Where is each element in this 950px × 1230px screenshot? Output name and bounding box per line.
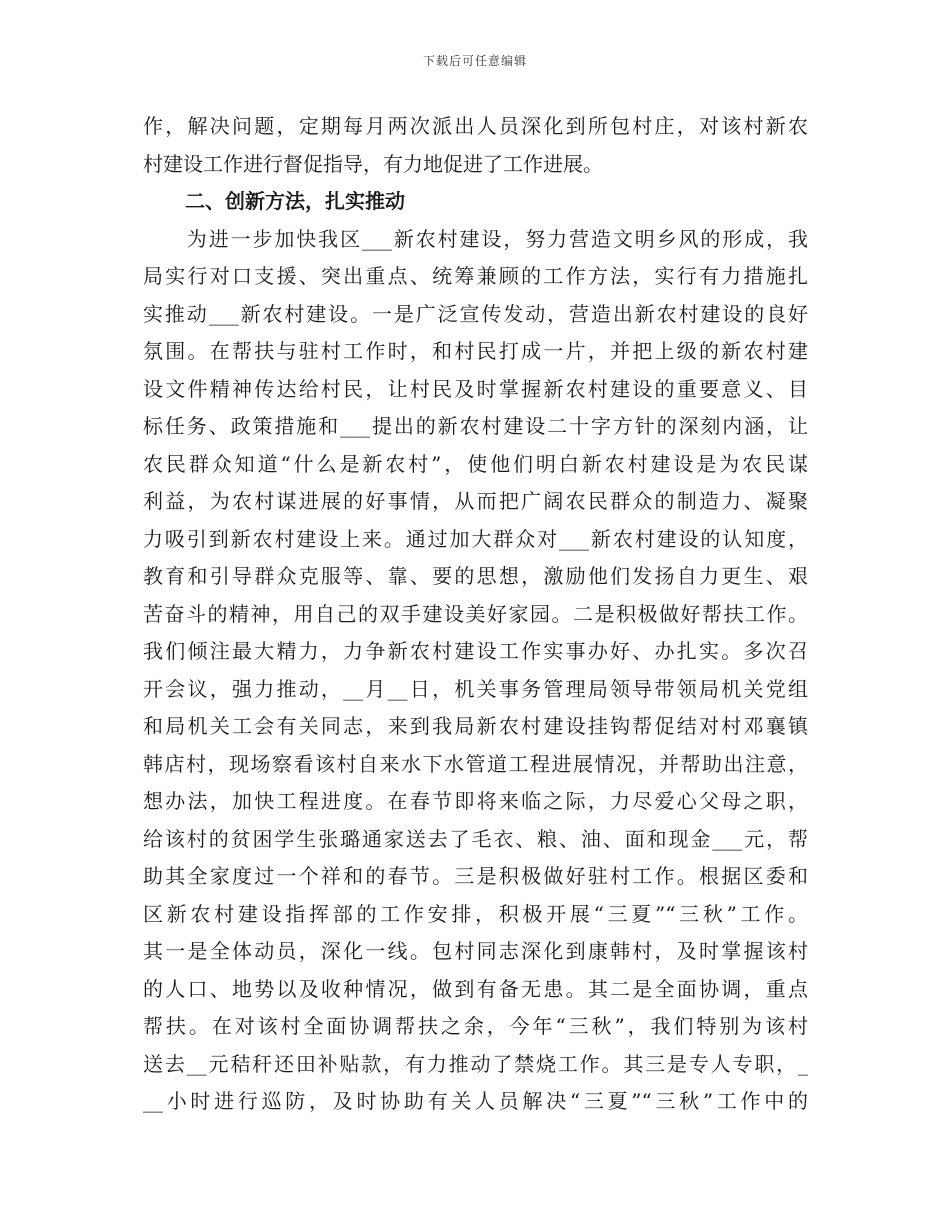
text-line: 的人口、地势以及收种情况，做到有备无患。其二是全面协调，重点 [143,976,808,1001]
text-line: 助其全家度过一个祥和的春节。三是积极做好驻村工作。根据区委和 [143,864,808,888]
text-line: 给该村的贫困学生张璐通家送去了毛衣、粮、油、面和现金___元，帮 [143,826,808,851]
text-line: 想办法，加快工程进度。在春节即将来临之际，力尽爱心父母之职， [143,789,808,813]
text-line: 送去__元秸秆还田补贴款，有力推动了禁烧工作。其三是专人专职，_ [143,1051,808,1076]
text-line: 我们倾注最大精力，力争新农村建设工作实事办好、办扎实。多次召 [143,639,808,663]
text-line: __小时进行巡防，及时协助有关人员解决“三夏”“三秋”工作中的 [143,1089,808,1113]
text-line: 村建设工作进行督促指导，有力地促进了工作进展。 [143,151,603,176]
text-line: 实推动___新农村建设。一是广泛宣传发动，营造出新农村建设的良好 [143,301,808,326]
text-line: 利益，为农村谋进展的好事情，从而把广阔农民群众的制造力、凝聚 [143,489,808,513]
page-header: 下载后可任意编辑 [422,54,527,68]
text-line: 设文件精神传达给村民，让村民及时掌握新农村建设的重要意义、目 [143,376,808,401]
text-line: 韩店村，现场察看该村自来水下水管道工程进展情况，并帮助出注意， [143,751,808,776]
text-line: 为进一步加快我区___新农村建设，努力营造文明乡风的形成，我 [143,226,808,251]
text-line: 帮扶。在对该村全面协调帮扶之余，今年“三秋”，我们特别为该村 [143,1014,808,1038]
text-line: 开会议，强力推动，__月__日，机关事务管理局领导带领局机关党组 [143,676,808,701]
section-heading: 二、创新方法，扎实推动 [185,189,405,213]
text-line: 氛围。在帮扶与驻村工作时，和村民打成一片，并把上级的新农村建 [143,339,808,363]
text-line: 力吸引到新农村建设上来。通过加大群众对___新农村建设的认知度， [143,526,808,551]
text-line: 其一是全体动员，深化一线。包村同志深化到康韩村，及时掌握该村 [143,939,808,963]
text-line: 教育和引导群众克服等、靠、要的思想，激励他们发扬自力更生、艰 [143,564,808,588]
text-line: 标任务、政策措施和___提出的新农村建设二十字方针的深刻内涵，让 [143,414,808,438]
text-line: 和局机关工会有关同志，来到我局新农村建设挂钩帮促结对村邓襄镇 [143,714,808,738]
text-line: 作，解决问题，定期每月两次派出人员深化到所包村庄，对该村新农 [143,114,808,138]
text-line: 局实行对口支援、突出重点、统筹兼顾的工作方法，实行有力措施扎 [143,264,808,288]
document-body [143,108,808,1121]
text-line: 农民群众知道“什么是新农村”，使他们明白新农村建设是为农民谋 [143,451,808,476]
text-line: 苦奋斗的精神，用自己的双手建设美好家园。二是积极做好帮扶工作。 [143,601,808,626]
text-line: 区新农村建设指挥部的工作安排，积极开展“三夏”“三秋”工作。 [143,901,808,926]
